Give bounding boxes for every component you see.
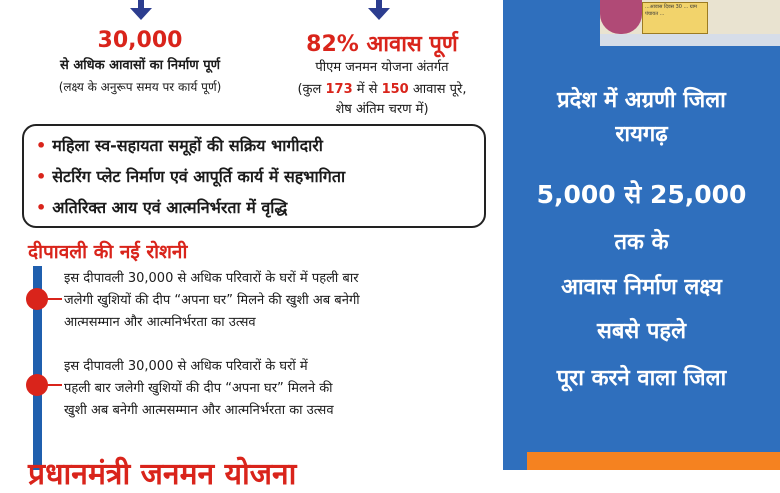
stat-left-line1: से अधिक आवासों का निर्माण पूर्ण <box>60 58 220 73</box>
stat-right-value: 82% आवास पूर्ण <box>306 32 458 57</box>
photo-signboard: ...आवास दिवस 30 ... ग्राम पंचायत ... <box>642 2 708 34</box>
bullet-dot-icon: • <box>36 167 47 186</box>
panel-title-line1: प्रदेश में अग्रणी जिला <box>557 88 726 113</box>
paragraph-line: पहली बार जलेगी खुशियों की दीप “अपना घर” मिलने की <box>64 381 333 396</box>
panel-range: 5,000 से 25,000 <box>536 180 747 209</box>
paragraph-line: आत्मसम्मान और आत्मनिर्भरता का उत्सव <box>64 315 256 330</box>
bullet-item: • महिला स्व-सहायता समूहों की सक्रिय भागीदारी <box>36 136 323 155</box>
timeline-paragraph <box>64 356 334 422</box>
panel-line1: तक के <box>614 230 669 255</box>
bullet-dot-icon: • <box>36 198 47 217</box>
stat-left-value: 30,000 <box>97 28 183 53</box>
timeline-connector <box>46 298 62 300</box>
down-arrow-icon <box>368 8 390 20</box>
stat-right-line3: शेष अंतिम चरण में) <box>335 102 429 117</box>
orange-footer-bar <box>527 452 780 470</box>
stat-right-line1: पीएम जनमन योजना अंतर्गत <box>315 60 449 75</box>
panel-line2: आवास निर्माण लक्ष्य <box>561 275 722 300</box>
section-title: दीपावली की नई रोशनी <box>28 241 188 263</box>
benefits-box <box>22 124 486 228</box>
arrow-right-shaft <box>376 0 382 8</box>
timeline-dot-icon <box>26 288 48 310</box>
photo-base <box>600 34 780 46</box>
bullet-item: • सेटरिंग प्लेट निर्माण एवं आपूर्ति कार्य में सहभागिता <box>36 167 346 186</box>
paragraph-line: इस दीपावली 30,000 से अधिक परिवारों के घरों में <box>64 359 308 374</box>
panel-line3: सबसे पहले <box>596 319 687 344</box>
timeline-connector <box>46 384 62 386</box>
bullet-dot-icon: • <box>36 136 47 155</box>
timeline-dot-icon <box>26 374 48 396</box>
panel-title-line2: रायगढ़ <box>615 122 668 147</box>
stat-left-line2: (लक्ष्य के अनुरूप समय पर कार्य पूर्ण) <box>58 80 222 94</box>
bullet-item: • अतिरिक्त आय एवं आत्मनिर्भरता में वृद्धि <box>36 198 288 217</box>
stat-right-line2: (कुल 173 में से 150 आवास पूरे, <box>297 82 467 97</box>
down-arrow-icon <box>130 8 152 20</box>
arrow-left-shaft <box>138 0 144 8</box>
bottom-heading: प्रधानमंत्री जनमन योजना <box>28 457 297 492</box>
panel-line4: पूरा करने वाला जिला <box>556 366 727 391</box>
timeline-paragraph <box>64 268 360 334</box>
paragraph-line: खुशी अब बनेगी आत्मसम्मान और आत्मनिर्भरता का उत्सव <box>64 403 334 418</box>
paragraph-line: जलेगी खुशियों की दीप “अपना घर” मिलने की खुशी अब बनेगी <box>64 293 360 308</box>
paragraph-line: इस दीपावली 30,000 से अधिक परिवारों के घरों में पहली बार <box>64 271 359 286</box>
